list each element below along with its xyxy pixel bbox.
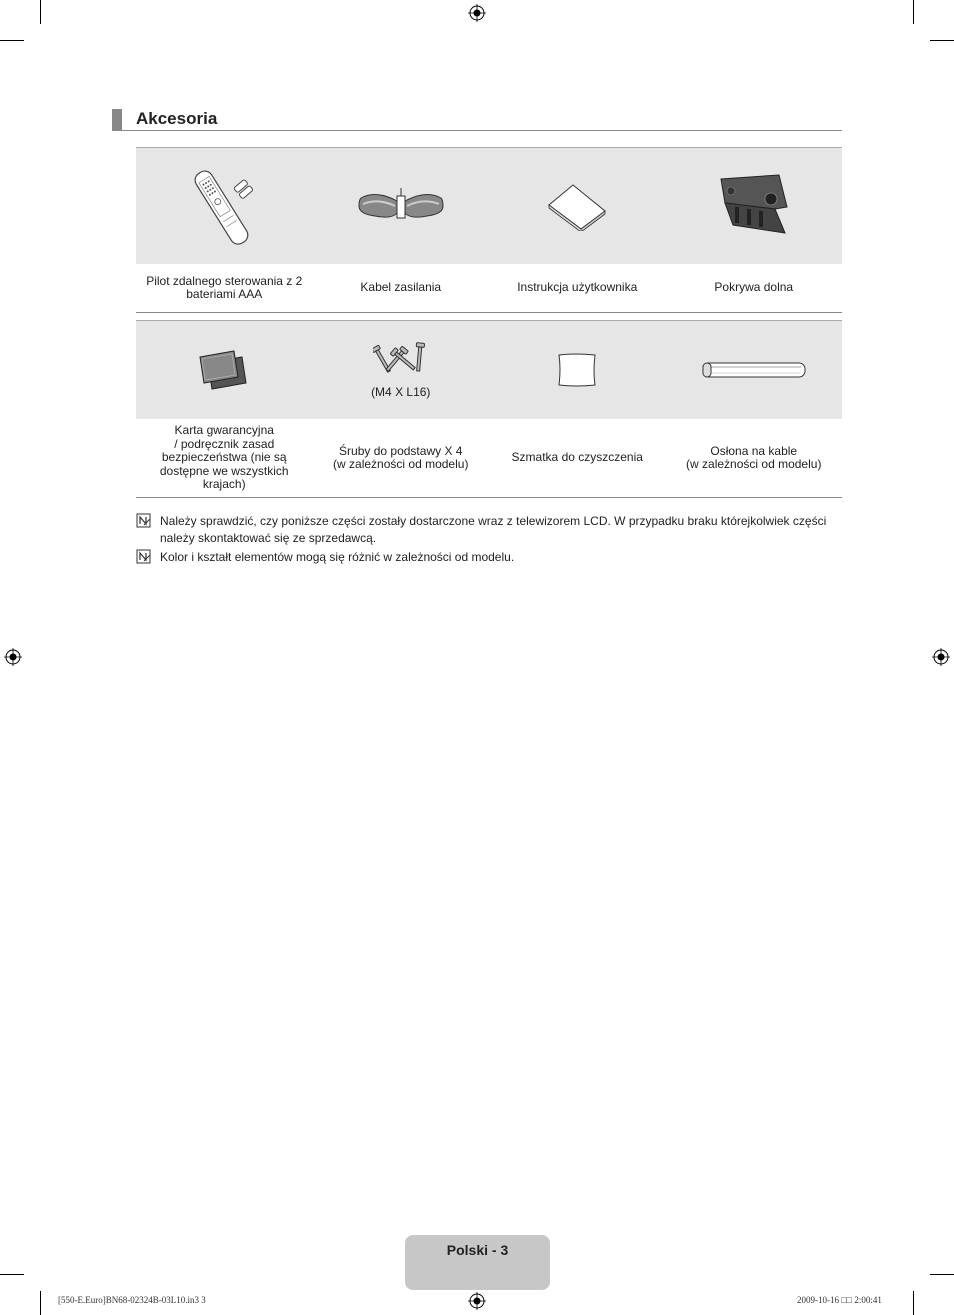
image-row xyxy=(136,147,842,264)
note-item xyxy=(136,549,846,566)
note-icon xyxy=(136,549,152,565)
crop-mark xyxy=(0,1274,24,1275)
note-item xyxy=(136,513,846,547)
crop-mark xyxy=(0,40,24,41)
registration-mark-icon xyxy=(468,1292,486,1310)
registration-mark-icon xyxy=(932,648,950,666)
bottom-cover-icon xyxy=(713,173,795,239)
accessory-label: Kabel zasilania xyxy=(360,280,442,295)
manual-icon xyxy=(545,181,609,231)
cleaning-cloth-icon xyxy=(555,351,599,389)
note-icon xyxy=(136,513,152,529)
accessory-image-cell xyxy=(313,148,490,264)
accessory-label: Osłona na kable (w zależności od modelu) xyxy=(686,443,822,471)
title-rule xyxy=(112,130,842,131)
registration-mark-icon xyxy=(4,648,22,666)
warranty-card-icon xyxy=(198,349,250,391)
accessory-label: Instrukcja użytkownika xyxy=(517,280,638,295)
crop-mark xyxy=(930,40,954,41)
image-row xyxy=(136,320,842,419)
print-slug-right: 2009-10-16 □□ 2:00:41 xyxy=(797,1295,882,1305)
note-text: Kolor i kształt elementów mogą się różnić w zależności od modelu. xyxy=(160,550,515,564)
section-title: Akcesoria xyxy=(136,109,218,128)
title-accent-bar xyxy=(112,109,122,131)
accessory-label: Pokrywa dolna xyxy=(714,280,794,295)
accessory-label: Śruby do podstawy X 4 (w zależności od modelu) xyxy=(333,443,469,471)
accessories-table-row2 xyxy=(136,320,842,498)
cable-cover-icon xyxy=(699,357,809,383)
accessory-image-cell xyxy=(489,321,666,419)
accessory-label: Szmatka do czyszczenia xyxy=(511,450,643,465)
crop-mark xyxy=(930,1274,954,1275)
accessory-label: Karta gwarancyjna / podręcznik zasad bezpieczeństwa (nie są dostępne we wszystkich krajach) xyxy=(159,423,289,492)
label-row xyxy=(136,419,842,498)
accessory-label: Pilot zdalnego sterowania z 2 bateriami AAA xyxy=(146,273,303,301)
accessory-image-cell xyxy=(666,148,843,264)
notes-list xyxy=(136,513,846,568)
remote-control-icon xyxy=(184,163,264,249)
crop-mark xyxy=(913,0,914,24)
note-text: Należy sprawdzić, czy poniższe części zostały dostarczone wraz z telewizorem LCD. W przypadku braku którejkolwiek części należy skontaktować się ze sprzedawcą. xyxy=(160,514,827,545)
crop-mark xyxy=(913,1291,914,1315)
screws-icon xyxy=(373,341,429,381)
print-slug-left: [550-E.Euro]BN68-02324B-03L10.in3 3 xyxy=(58,1295,206,1305)
accessory-image-cell xyxy=(136,148,313,264)
accessory-image-cell xyxy=(136,321,313,419)
crop-mark xyxy=(40,1291,41,1315)
accessory-image-cell xyxy=(666,321,843,419)
accessories-table-row1 xyxy=(136,147,842,313)
registration-mark-icon xyxy=(468,4,486,22)
label-row xyxy=(136,264,842,313)
power-cable-icon xyxy=(355,186,447,226)
accessory-image-cell xyxy=(489,148,666,264)
accessory-image-cell xyxy=(313,321,490,419)
screw-spec: (M4 X L16) xyxy=(371,385,431,399)
page-number: Polski - 3 xyxy=(446,1242,509,1258)
crop-mark xyxy=(40,0,41,24)
